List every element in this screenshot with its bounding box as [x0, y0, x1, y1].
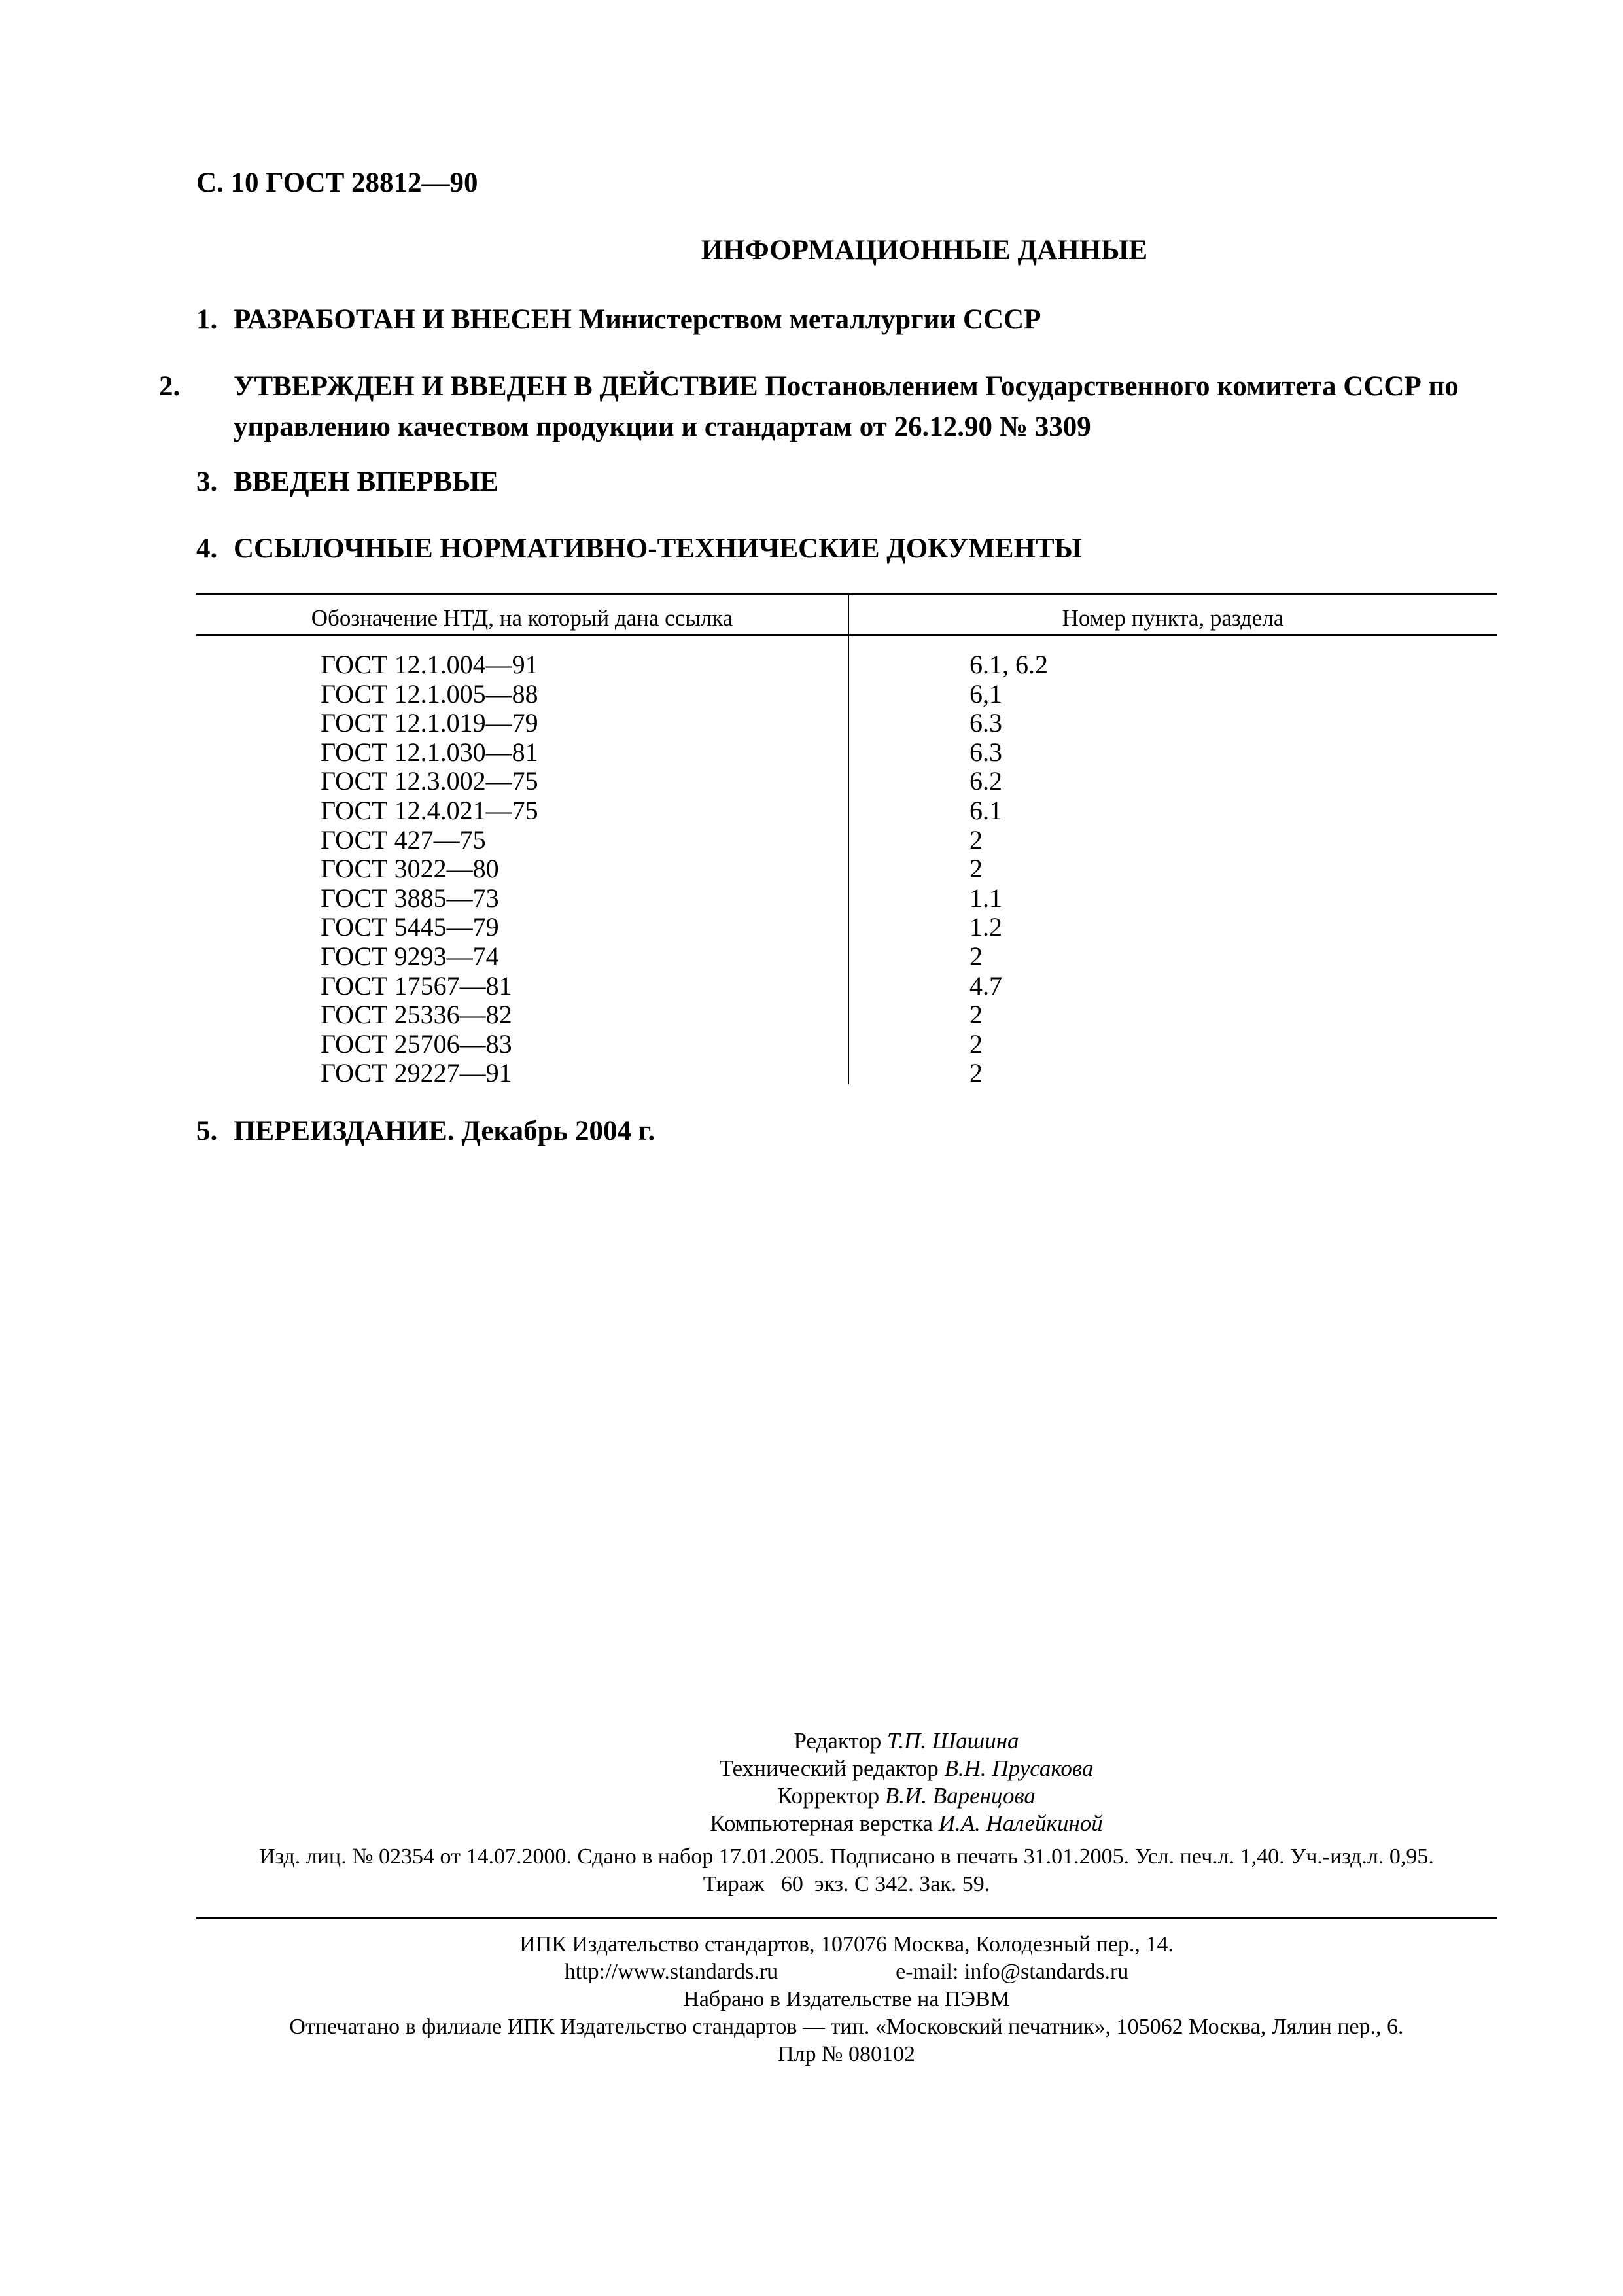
item-heading: РАЗРАБОТАН И ВНЕСЕН	[234, 304, 572, 335]
credit-name: И.А. Налейкиной	[938, 1810, 1103, 1836]
table-row: ГОСТ 3885—73	[321, 883, 499, 913]
credit-line	[0, 1755, 1623, 1782]
item-number: 1.	[196, 304, 218, 335]
table-col-designation	[321, 650, 538, 1088]
credit-role: Корректор	[777, 1783, 885, 1809]
table-cell: 6.3	[969, 708, 1002, 738]
table-header-designation: Обозначение НТД, на который дана ссылка	[311, 605, 733, 631]
item-5	[196, 1111, 1492, 1152]
credit-name: В.И. Варенцова	[884, 1783, 1036, 1809]
table-cell: 2	[969, 941, 983, 971]
credit-name: В.Н. Прусакова	[944, 1756, 1094, 1781]
credit-role: Технический редактор	[719, 1756, 945, 1781]
table-row: ГОСТ 17567—81	[321, 970, 512, 1000]
table-row: ГОСТ 12.1.030—81	[321, 737, 538, 767]
item-number: 4.	[196, 533, 218, 564]
table-row: ГОСТ 25336—82	[321, 1000, 512, 1030]
item-4	[196, 529, 1492, 569]
publisher-contacts	[196, 1958, 1497, 1986]
table-cell: 6.3	[969, 737, 1002, 767]
imprint	[196, 1843, 1497, 1898]
table-row: ГОСТ 12.1.004—91	[321, 650, 538, 679]
table-cell: 2	[969, 1058, 983, 1088]
table-row: ГОСТ 12.1.005—88	[321, 679, 538, 709]
footer-rule	[196, 1917, 1497, 1919]
item-3	[196, 462, 1492, 503]
item-heading: ВВЕДЕН ВПЕРВЫЕ	[234, 467, 499, 497]
publisher	[196, 1931, 1497, 2068]
table-row: ГОСТ 12.3.002—75	[321, 766, 538, 796]
publisher-license: Плр № 080102	[778, 2042, 915, 2066]
table-header-rule	[196, 634, 1497, 636]
item-text: Постановлением Государственного комитета СССР по управлению качеством продукции и стандартам от 26.12.90 № 3309	[234, 371, 1459, 442]
credit-line	[0, 1727, 1623, 1755]
credit-line	[0, 1810, 1623, 1837]
table-cell: 6.1, 6.2	[969, 650, 1048, 679]
publisher-url: http://www.standards.ru	[564, 1960, 778, 1984]
publisher-printed: Отпечатано в филиале ИПК Издательство стандартов — тип. «Московский печатник», 105062 Москва, Лялин пер., 6.	[289, 2015, 1404, 2039]
item-number: 2.	[159, 371, 181, 402]
credit-role: Редактор	[794, 1728, 887, 1754]
table-cell: 6.2	[969, 766, 1002, 796]
publisher-typeset: Набрано в Издательстве на ПЭВМ	[683, 1987, 1010, 2011]
item-2	[159, 366, 1492, 448]
table-col-section	[969, 650, 1048, 1088]
table-row: ГОСТ 9293—74	[321, 941, 499, 971]
table-column-divider	[848, 593, 849, 1084]
credit-line	[0, 1782, 1623, 1810]
table-row: ГОСТ 12.1.019—79	[321, 708, 538, 738]
credits	[0, 1727, 1623, 1837]
table-cell: 1.2	[969, 912, 1002, 942]
item-number: 5.	[196, 1116, 218, 1146]
table-cell: 6,1	[969, 679, 1002, 709]
imprint-line-2: Тираж 60 экз. С 342. Зак. 59.	[703, 1872, 990, 1896]
table-row: ГОСТ 5445—79	[321, 912, 499, 942]
item-heading: ПЕРЕИЗДАНИЕ.	[234, 1116, 455, 1146]
table-cell: 2	[969, 1029, 983, 1059]
credit-role: Компьютерная верстка	[710, 1810, 939, 1836]
table-row: ГОСТ 25706—83	[321, 1029, 512, 1059]
table-row: ГОСТ 427—75	[321, 824, 486, 855]
table-row: ГОСТ 3022—80	[321, 854, 499, 884]
item-heading: УТВЕРЖДЕН И ВВЕДЕН В ДЕЙСТВИЕ	[234, 371, 758, 402]
table-cell: 1.1	[969, 883, 1002, 913]
item-number: 3.	[196, 467, 218, 497]
item-text: Декабрь 2004 г.	[454, 1116, 655, 1146]
table-row: ГОСТ 29227—91	[321, 1058, 512, 1088]
item-1	[196, 300, 1492, 340]
credit-name: Т.П. Шашина	[886, 1728, 1019, 1754]
item-text: Министерством металлургии СССР	[571, 304, 1041, 335]
table-row: ГОСТ 12.4.021—75	[321, 795, 538, 825]
publisher-address: ИПК Издательство стандартов, 107076 Москва, Колодезный пер., 14.	[519, 1932, 1174, 1956]
table-cell: 2	[969, 1000, 983, 1030]
page-header: С. 10 ГОСТ 28812—90	[196, 168, 478, 198]
section-title: ИНФОРМАЦИОННЫЕ ДАННЫЕ	[701, 235, 1148, 266]
imprint-line-1: Изд. лиц. № 02354 от 14.07.2000. Сдано в набор 17.01.2005. Подписано в печать 31.01.2005. Усл. печ.л. 1,40. Уч.-изд.л. 0,95.	[259, 1845, 1434, 1869]
publisher-email: e-mail: info@standards.ru	[896, 1960, 1129, 1984]
table-cell: 2	[969, 854, 983, 884]
table-header-section: Номер пункта, раздела	[1062, 605, 1284, 631]
table-cell: 6.1	[969, 795, 1002, 825]
table-cell: 2	[969, 824, 983, 855]
table-cell: 4.7	[969, 970, 1002, 1000]
table-top-rule	[196, 593, 1497, 595]
item-heading: ССЫЛОЧНЫЕ НОРМАТИВНО-ТЕХНИЧЕСКИЕ ДОКУМЕНТЫ	[234, 533, 1082, 564]
